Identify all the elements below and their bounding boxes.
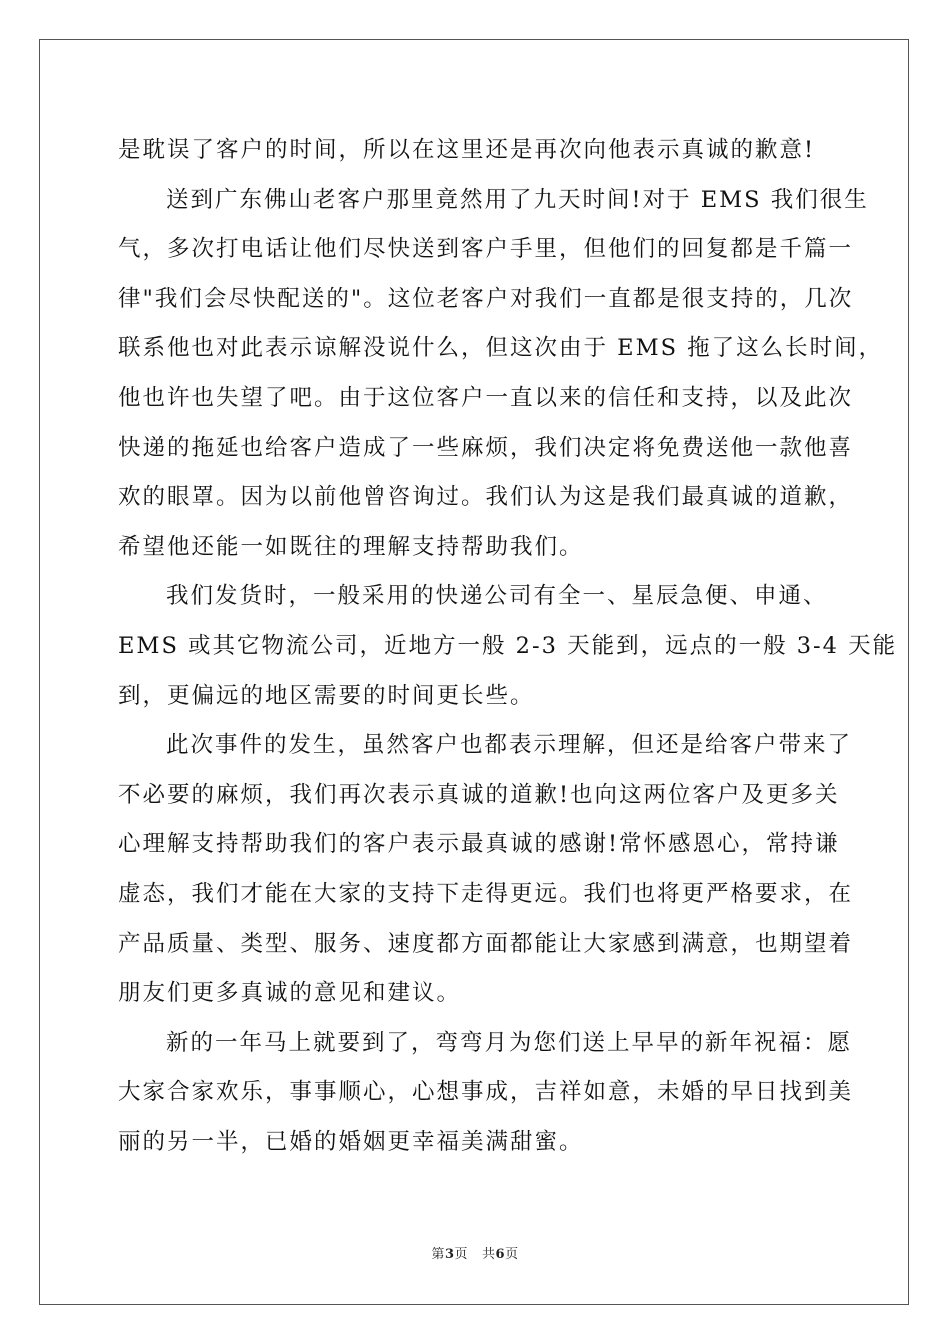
text-line: 不必要的麻烦，我们再次表示真诚的道歉!也向这两位客户及更多关 bbox=[118, 781, 840, 808]
text-line: 丽的另一半，已婚的婚姻更幸福美满甜蜜。 bbox=[118, 1128, 584, 1155]
text-line: 送到广东佛山老客户那里竟然用了九天时间!对于 EMS 我们很生 bbox=[166, 186, 869, 213]
document-body bbox=[118, 126, 898, 1167]
text-line: 希望他还能一如既往的理解支持帮助我们。 bbox=[118, 533, 584, 560]
text-line: 气，多次打电话让他们尽快送到客户手里，但他们的回复都是千篇一 bbox=[118, 236, 854, 263]
text-line: 我们发货时，一般采用的快递公司有全一、星辰急便、申通、 bbox=[166, 583, 828, 610]
text-line: 是耽误了客户的时间，所以在这里还是再次向他表示真诚的歉意! bbox=[118, 137, 816, 163]
text-line: 欢的眼罩。因为以前他曾咨询过。我们认为这是我们最真诚的道歉， bbox=[118, 484, 854, 511]
text-line: 新的一年马上就要到了，弯弯月为您们送上早早的新年祝福：愿 bbox=[166, 1029, 853, 1056]
text-line: 大家合家欢乐，事事顺心，心想事成，吉祥如意，未婚的早日找到美 bbox=[118, 1079, 854, 1106]
text-line: 他也许也失望了吧。由于这位客户一直以来的信任和支持，以及此次 bbox=[118, 384, 854, 411]
total-suffix: 页 bbox=[505, 1247, 519, 1262]
text-line: EMS 或其它物流公司，近地方一般 2-3 天能到，远点的一般 3-4 天能 bbox=[118, 632, 898, 659]
total-prefix: 共 bbox=[482, 1247, 496, 1262]
page-prefix: 第 bbox=[431, 1247, 445, 1262]
total-pages: 6 bbox=[495, 1247, 506, 1262]
page-footer bbox=[0, 1243, 950, 1262]
text-line: 到，更偏远的地区需要的时间更长些。 bbox=[118, 682, 535, 709]
text-line: 朋友们更多真诚的意见和建议。 bbox=[118, 980, 462, 1007]
page-suffix: 页 bbox=[454, 1247, 468, 1262]
text-line: 心理解支持帮助我们的客户表示最真诚的感谢!常怀感恩心，常持谦 bbox=[118, 831, 840, 858]
text-line: 产品质量、类型、服务、速度都方面都能让大家感到满意，也期望着 bbox=[118, 930, 854, 957]
text-line: 快递的拖延也给客户造成了一些麻烦，我们决定将免费送他一款他喜 bbox=[118, 434, 854, 461]
text-line: 此次事件的发生，虽然客户也都表示理解，但还是给客户带来了 bbox=[166, 732, 853, 759]
text-line: 律"我们会尽快配送的"。这位老客户对我们一直都是很支持的，几次 bbox=[118, 285, 854, 312]
text-line: 虚态，我们才能在大家的支持下走得更远。我们也将更严格要求，在 bbox=[118, 880, 854, 907]
page-number: 3 bbox=[444, 1247, 455, 1262]
text-line: 联系他也对此表示谅解没说什么，但这次由于 EMS 拖了这么长时间， bbox=[118, 335, 884, 362]
